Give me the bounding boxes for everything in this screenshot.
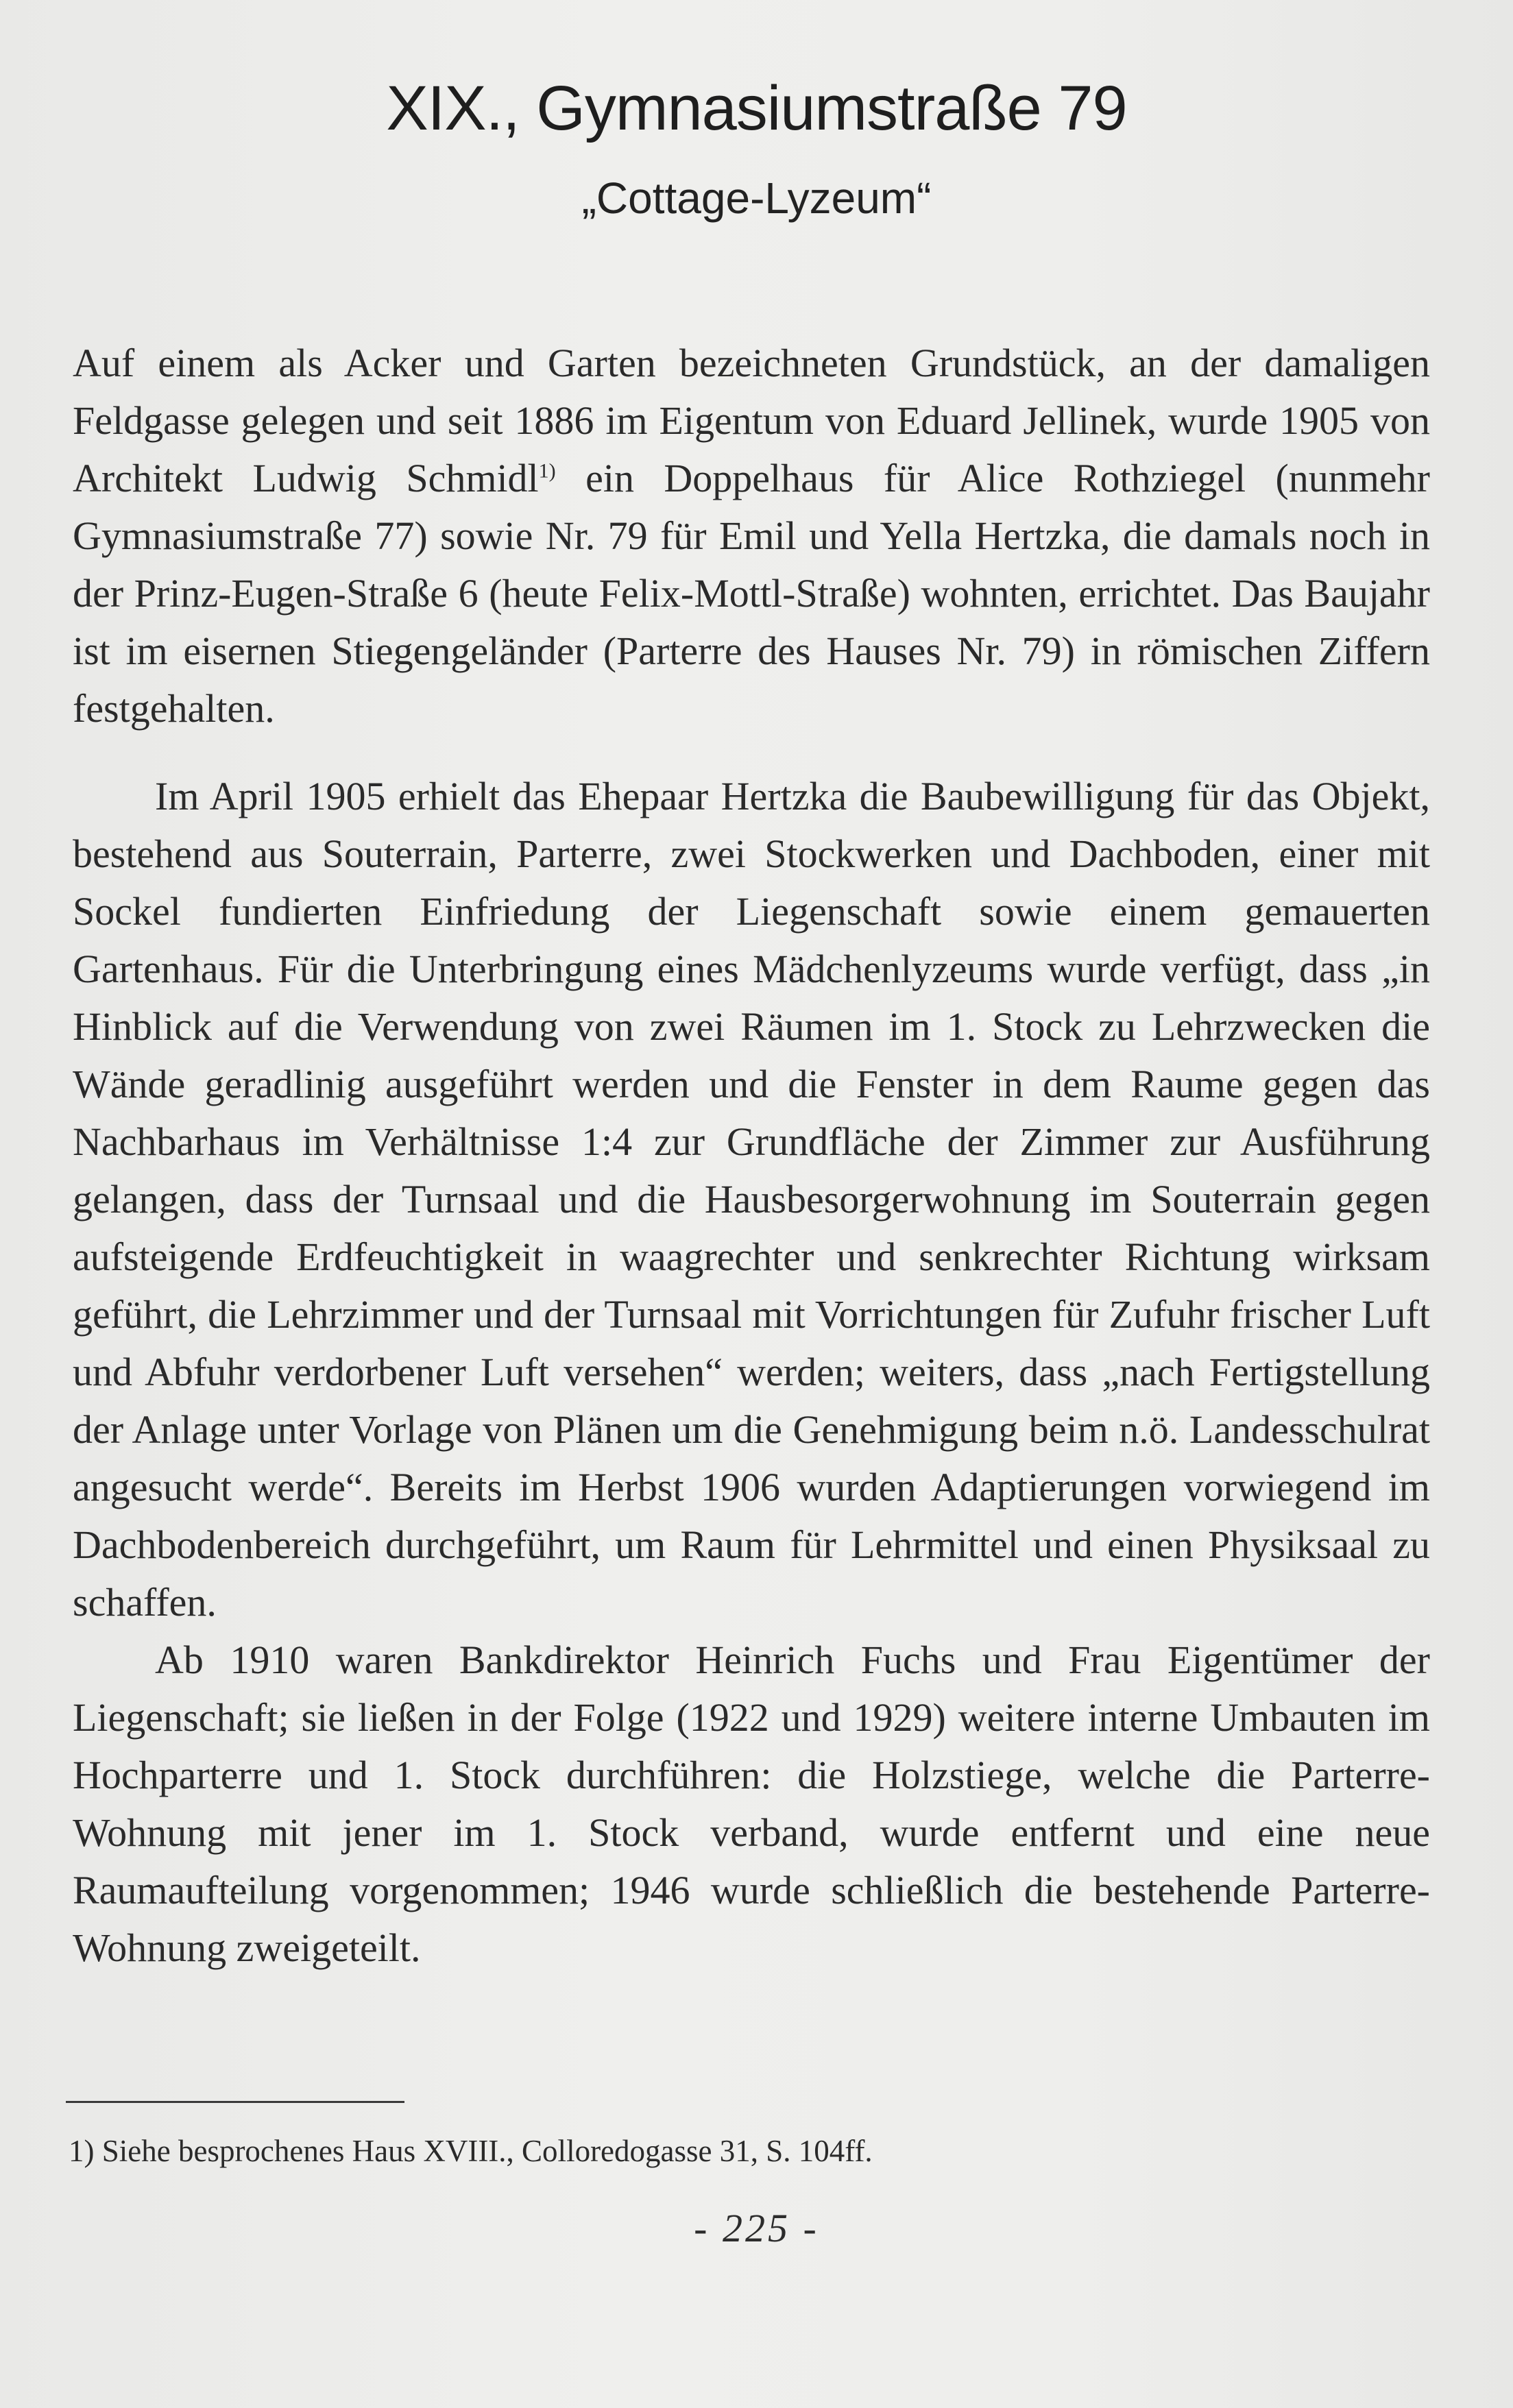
paragraph-2: Im April 1905 erhielt das Ehepaar Hertzka die Baubewilligung für das Objekt, bestehend aus Souterrain, Parterre, zwei Stockwerken und Dachboden, einer mit Sockel fundierten Einfriedung der Liegenschaft sowie einem gemauerten Gartenhaus. Für die Unterbringung eines Mädchenlyzeums wurde verfügt, dass „in Hinblick auf die Verwendung von zwei Räumen im 1. Stock zu Lehrzwecken die Wände geradlinig ausgeführt werden und die Fenster in dem Raume gegen das Nachbarhaus im Verhältnisse 1:4 zur Grundfläche der Zimmer zur Ausführung gelangen, dass der Turnsaal und die Hausbesorgerwohnung im Souterrain gegen aufsteigende Erdfeuchtigkeit in waagrechter und senkrechter Richtung wirksam geführt, die Lehrzimmer und der Turnsaal mit Vorrichtungen für Zufuhr frischer Luft und Abfuhr verdorbener Luft versehen“ werden; weiters, dass „nach Fertigstellung der Anlage unter Vorlage von Plänen um die Genehmigung beim n.ö. Landesschulrat angesucht werde“. Bereits im Herbst 1906 wurden Adaptierungen vorwiegend im Dachbodenbereich durchgeführt, um Raum für Lehrmittel und einen Physiksaal zu schaffen. xyxy=(73,774,1430,1625)
paragraph-1 xyxy=(73,335,1430,738)
body-text xyxy=(73,335,1430,1977)
page-title: XIX., Gymnasiumstraße 79 xyxy=(386,73,1127,143)
paragraph-1-part-a: Auf einem als Acker und Garten bezeichneten Grundstück, an der damaligen Feldgasse gelegen und seit 1886 im Eigentum von Eduard Jellinek, wurde 1905 von Architekt Ludwig Schmidl xyxy=(73,341,1430,500)
footnote-reference: 1) xyxy=(538,459,556,483)
page-number: - 225 - xyxy=(694,2206,819,2250)
footnote-divider xyxy=(66,2101,404,2103)
page-subtitle: „Cottage-Lyzeum“ xyxy=(581,173,932,223)
paragraph-3: Ab 1910 waren Bankdirektor Heinrich Fuchs und Frau Eigentümer der Liegenschaft; sie ließen in der Folge (1922 und 1929) weitere interne Umbauten im Hochparterre und 1. Stock durchführen: die Holzstiege, welche die Parterre-Wohnung mit jener im 1. Stock verband, wurde entfernt und eine neue Raumaufteilung vorgenommen; 1946 wurde schließlich die bestehende Parterre-Wohnung zweigeteilt. xyxy=(73,1638,1430,1970)
paragraph-1-part-b: ein Doppelhaus für Alice Rothziegel (nunmehr Gymnasiumstraße 77) sowie Nr. 79 für Emil und Yella Hertzka, die damals noch in der Prinz-Eugen-Straße 6 (heute Felix-Mottl-Straße) wohnten, errichtet. Das Baujahr ist im eisernen Stiegengeländer (Parterre des Hauses Nr. 79) in römischen Ziffern festgehalten. xyxy=(73,456,1430,731)
footnote: 1) Siehe besprochenes Haus XVIII., Colloredogasse 31, S. 104ff. xyxy=(69,2134,873,2168)
